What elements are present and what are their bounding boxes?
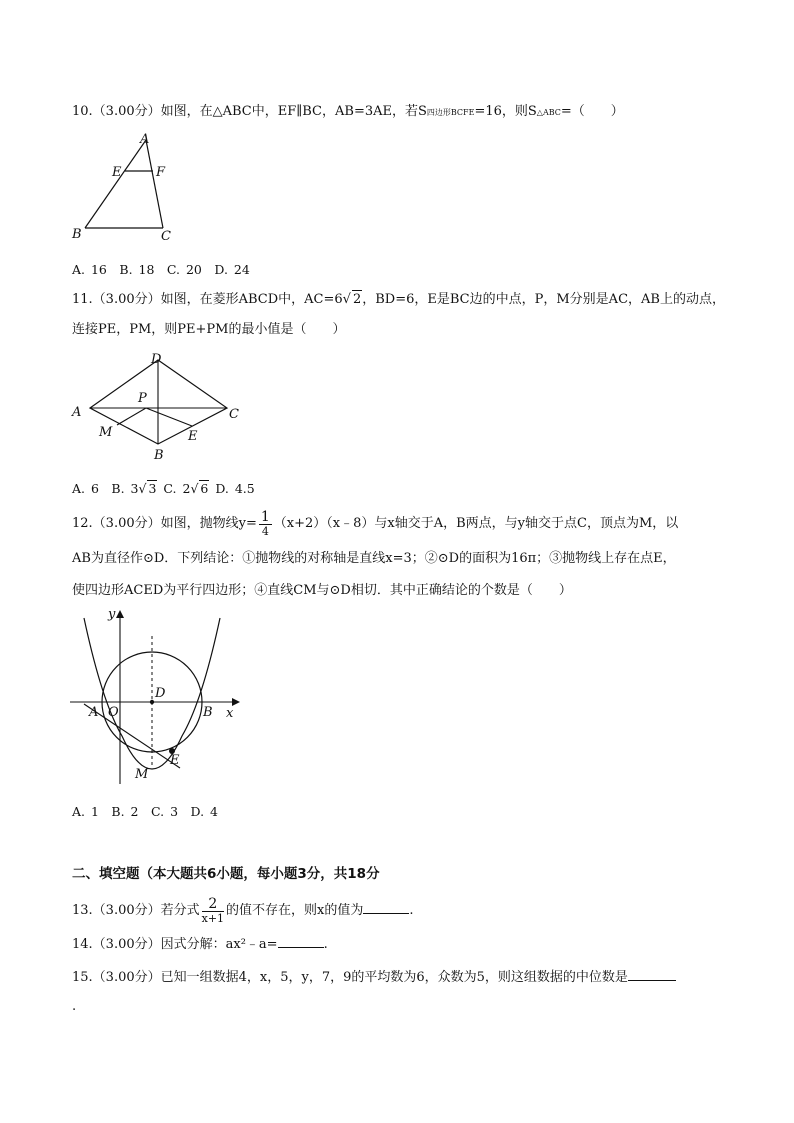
q14-stem bbox=[72, 935, 328, 954]
q10-sub-quad: 四边形BCFE bbox=[426, 108, 475, 117]
q12-text-b: （x+2）（x﹣8）与x轴交于A，B两点，与y轴交于点C，顶点为M，以 bbox=[273, 516, 679, 531]
q11-label-b: B bbox=[154, 448, 164, 463]
q11-segment-pm bbox=[117, 408, 146, 425]
q11-options bbox=[72, 479, 255, 497]
q11-opt-c-sqrt: √ 6 bbox=[190, 481, 209, 496]
q13-end: . bbox=[409, 903, 414, 918]
q10-options: A. 16 B. 18 C. 20 D. 24 bbox=[72, 262, 250, 277]
q13-answer-blank[interactable] bbox=[363, 901, 409, 914]
q13-frac-num: 2 bbox=[202, 897, 224, 912]
q10-label-f: F bbox=[156, 165, 166, 180]
q10-label-c: C bbox=[161, 229, 171, 244]
q13-stem bbox=[72, 897, 414, 924]
q12-label-d: D bbox=[155, 686, 166, 701]
q11-sqrt-value: 2 bbox=[352, 292, 362, 307]
q11-label-a: A bbox=[72, 405, 82, 420]
q15-answer-blank[interactable] bbox=[628, 968, 676, 981]
q10-figure bbox=[60, 132, 190, 247]
q14-end: . bbox=[323, 937, 328, 952]
q12-stem-line2: AB为直径作⊙D．下列结论：①抛物线的对称轴是直线x=3；②⊙D的面积为16π；③抛物线上存在点E， bbox=[72, 551, 676, 566]
q10-text-b: =16，则S bbox=[474, 104, 537, 119]
q12-label-a: A bbox=[89, 705, 99, 720]
q13-text-a: 13.（3.00分）若分式 bbox=[72, 903, 200, 918]
q12-x-arrow bbox=[232, 698, 240, 706]
q12-y-arrow bbox=[116, 610, 124, 618]
q11-opt-d: D. 4.5 bbox=[209, 481, 255, 496]
q12-stem-line3: 使四边形ACED为平行四边形；④直线CM与⊙D相切．其中正确结论的个数是（ ） bbox=[72, 583, 572, 598]
q12-text-a: 12.（3.00分）如图，抛物线y= bbox=[72, 516, 257, 531]
q12-point-d bbox=[150, 700, 154, 704]
q14-answer-blank[interactable] bbox=[278, 935, 324, 948]
q11-opt-a: A. 6 B. 3 bbox=[72, 481, 139, 496]
q12-figure bbox=[62, 606, 252, 786]
q10-label-a: A bbox=[140, 132, 150, 147]
q12-label-m: M bbox=[135, 767, 149, 782]
q13-text-b: 的值不存在，则x的值为 bbox=[226, 903, 364, 918]
q15-text-a: 15.（3.00分）已知一组数据4，x，5，y，7，9的平均数为6，众数为5，则这组数据的中位数是 bbox=[72, 970, 628, 985]
q11-opt-b-sqrt: √ 3 bbox=[138, 481, 157, 496]
q15-end: . bbox=[72, 999, 77, 1014]
q11-stem-line2: 连接PE，PM，则PE+PM的最小值是（ ） bbox=[72, 322, 346, 337]
q12-label-o: O bbox=[108, 705, 119, 720]
q10-text-c: =（ ） bbox=[560, 104, 624, 119]
q13-fraction bbox=[202, 897, 224, 924]
q12-frac-den: 4 bbox=[261, 525, 269, 538]
q11-opt-c-sqrt-value: 6 bbox=[200, 481, 209, 496]
q11-segment-pe bbox=[146, 408, 192, 426]
q12-label-y: y bbox=[108, 607, 116, 622]
q13-frac-den: x+1 bbox=[201, 912, 225, 925]
q10-stem bbox=[72, 103, 624, 122]
q11-text-a: 11.（3.00分）如图，在菱形ABCD中，AC=6 bbox=[72, 292, 343, 307]
q11-label-c: C bbox=[229, 407, 239, 422]
q10-segment-ab bbox=[85, 140, 146, 228]
q12-fraction bbox=[259, 510, 272, 537]
q14-text-a: 14.（3.00分）因式分解：ax²﹣a= bbox=[72, 937, 278, 952]
q11-sqrt: √ 2 bbox=[342, 292, 362, 307]
q12-options: A. 1 B. 2 C. 3 D. 4 bbox=[72, 804, 219, 819]
q15-stem bbox=[72, 968, 676, 987]
q11-opt-c: C. 2 bbox=[157, 481, 191, 496]
q10-label-b: B bbox=[72, 227, 82, 242]
q11-figure bbox=[62, 348, 252, 463]
q10-segment-ac bbox=[146, 140, 163, 228]
q11-text-b: ，BD=6，E是BC边的中点，P，M分别是AC，AB上的动点， bbox=[362, 292, 725, 307]
q11-label-p: P bbox=[138, 391, 147, 406]
q10-label-e: E bbox=[112, 165, 122, 180]
q12-frac-num: 1 bbox=[260, 509, 270, 525]
q12-label-x: x bbox=[226, 706, 234, 721]
q12-label-b: B bbox=[203, 705, 213, 720]
q12-stem bbox=[72, 510, 678, 537]
q11-opt-b-sqrt-value: 3 bbox=[148, 481, 157, 496]
section2-title: 二、填空题（本大题共6小题，每小题3分，共18分 bbox=[72, 866, 380, 882]
q10-text-a: 10.（3.00分）如图，在△ABC中，EF∥BC，AB=3AE，若S bbox=[72, 104, 427, 119]
q11-label-d: D bbox=[151, 352, 162, 367]
q11-label-e: E bbox=[188, 429, 198, 444]
q11-stem bbox=[72, 290, 725, 309]
q11-label-m: M bbox=[99, 425, 113, 440]
q12-tangent-cm bbox=[84, 704, 180, 768]
q10-sub-tri: △ABC bbox=[536, 108, 561, 117]
q12-label-e: E bbox=[170, 753, 180, 768]
